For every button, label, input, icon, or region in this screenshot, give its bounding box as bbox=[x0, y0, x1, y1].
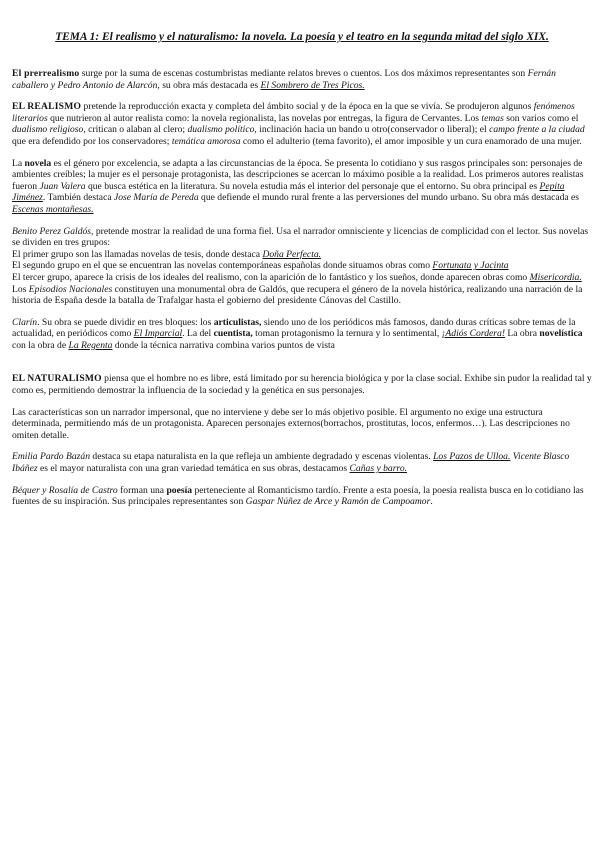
work-escenas: Escenas montañesas. bbox=[12, 203, 94, 215]
galdos-group-3: El tercer grupo, aparece la crisis de los ideales del realismo, con la aparición de lo fantástico y los sueños, donde aparecen obras como Misericordia. bbox=[12, 271, 582, 283]
galdos-group-2: El segundo grupo en el que se encuentran las novelas contemporáneas españolas donde situamos obras como Fortunata y Jacinta bbox=[12, 260, 509, 272]
work-sombrero: El Sombrero de Tres Picos. bbox=[260, 79, 365, 91]
authors-prerrealismo: Fernán caballero y Pedro Antonio de Alarcón, bbox=[12, 68, 556, 91]
paragraph-prerrealismo: El prerrealismo surge por la suma de escenas costumbristas mediante relatos breves o cuentos. Los dos máximos representantes son Fernán caballero y Pedro Antonio de Alarcón, su obra más destacada es El Sombrero de Tres Picos. bbox=[12, 68, 556, 91]
term-prerrealismo: El prerrealismo bbox=[12, 68, 80, 79]
paragraph-clarin: Clarín. Su obra se puede dividir en tres bloques: los articulistas, siendo uno de los periódicos más famosos, dando duras críticas sobre temas de la actualidad, en periódicos como El Imparcial. La del cuentista, toman protagonismo la ternura y lo sentimental, ¡Adiós Cordera! La obra novelística con la obra de La Regenta donde la técnica narrativa combina varios puntos de vista bbox=[12, 316, 583, 351]
work-pepita: Pepita Jiménez bbox=[12, 180, 565, 204]
paragraph-novela: La novela es el género por excelencia, se adapta a las circunstancias de la época. Se presenta lo cotidiano y sus rasgos principales son: personajes de ambientes creíbles; la mujer es el personaje protagonista, las descripciones se acercan lo máximo posible a la realidad. Los primeros autores realistas fueron Juan Valera que busca estética en la literatura. Su novela estudia más el interior del personaje que el entorno. Su obra principal es Pepita Jiménez. También destaca Jose María de Pereda que defiende el mundo rural frente a las perversiones del mundo urbano. Su obra más destacada es Escenas montañesas. bbox=[12, 157, 584, 215]
paragraph-galdos: Benito Perez Galdós, pretende mostrar la realidad de una forma fiel. Usa el narrador omnisciente y licencias de complicidad con el lector. Sus novelas se dividen en tres grupos: El primer grupo son las llamadas novelas de tesis, donde destaca Doña Perfecta. El segundo grupo en el que se encuentran las novelas contemporáneas españolas donde situamos obras como Fortunata y Jacinta El tercer grupo, aparece la crisis de los ideales del realismo, con la aparición de lo fantástico y los sueños, donde aparecen obras como Misericordia. Los Episodios Nacionales constituyen una monumental obra de Galdós, que recupera el género de la novela histórica, realizando una narración de la historia de España desde la batalla de Trafalgar hasta el gobierno del presidente Cánovas del Castillo. bbox=[12, 226, 592, 307]
galdos-group-1: El primer grupo son las llamadas novelas de tesis, donde destaca Doña Perfecta. bbox=[12, 248, 322, 260]
paragraph-naturalismo: EL NATURALISMO piensa que el hombre no es libre, está limitado por su herencia biológica y por la clase social. Exhibe sin pudor la realidad tal y como es, permitiendo demostrar la influencia de la sociedad y la genética en sus personajes. bbox=[12, 373, 592, 397]
author-galdos: Benito Perez Galdós bbox=[12, 225, 92, 237]
paragraph-realismo: EL REALISMO pretende la reproducción exacta y completa del ámbito social y de la época en la que se vivía. Se produjeron algunos fenómenos literarios que nutrieron al autor realista como: la novela regionalista, las novelas por entregas, la figura de Cervantes. Los temas son varios como el dualismo religioso, critican o alaban al clero; dualismo político, inclinación hacia un bando u otro(conservador o liberal); el campo frente a la ciudad que era defendido por los conservadores; temática amorosa como el adulterio (tema favorito), el amor imposible y un cura enamorado de una mujer. bbox=[12, 101, 585, 147]
galdos-episodios: Los Episodios Nacionales constituyen una monumental obra de Galdós, que recupera el género de la novela histórica, realizando una narración de la historia de España desde la batalla de Trafalgar hasta el gobierno del presidente Cánovas del Castillo. bbox=[12, 283, 583, 307]
paragraph-poesia: Béquer y Rosalía de Castro forman una poesía perteneciente al Romanticismo tardío. Frente a esta poesía, la poesía realista busca en lo cotidiano las fuentes de su inspiración. Sus principales representantes son Gaspar Núñez de Arce y Ramón de Campoamor. bbox=[12, 484, 584, 508]
term-naturalismo: EL NATURALISMO bbox=[12, 373, 102, 385]
term-novela: novela bbox=[24, 157, 52, 169]
paragraph-pardo: Emilia Pardo Bazán destaca su etapa naturalista en la que refleja un ambiente degradado y escenas violentas. Los Pazos de Ulloa. Vicente Blasco Ibáñez es el mayor naturalista con una gran variedad temática en sus obras, destacamos Cañas y barro. bbox=[12, 451, 570, 475]
document-title: TEMA 1: El realismo y el naturalismo: la novela. La poesía y el teatro en la segunda mitad del siglo XIX. bbox=[55, 31, 549, 43]
author-clarin: Clarín bbox=[12, 316, 38, 328]
paragraph-caracteristicas: Las características son un narrador impersonal, que no interviene y debe ser lo más objetivo posible. El argumento no exige una estructura determinada, permitiendo más de un protagonista. Aparecen personajes externos(borrachos, prostitutas, locos, enfermos…). Las descripciones no omiten detalle. bbox=[12, 406, 570, 441]
term-realismo: EL REALISMO bbox=[12, 101, 82, 113]
